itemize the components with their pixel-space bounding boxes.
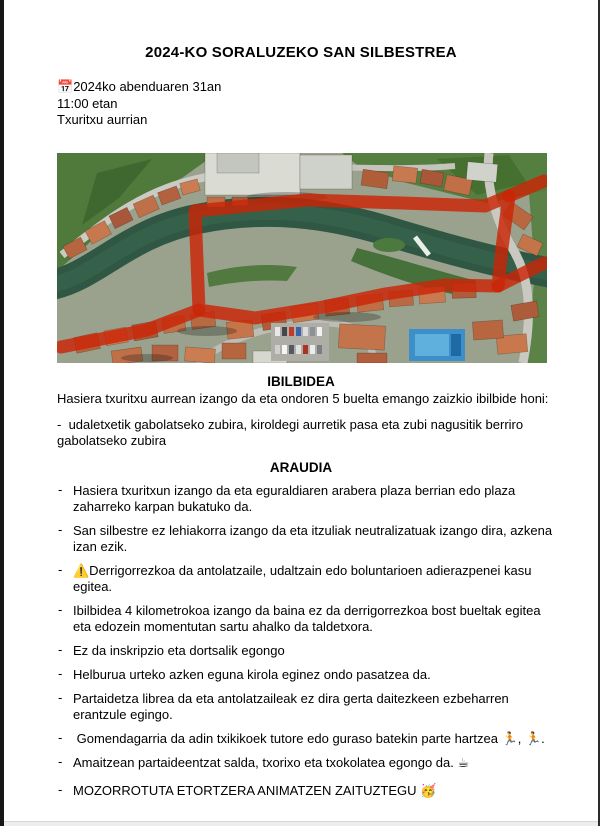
- rule-item: - Amaitzean partaideentzat salda, txorixo eta txokolatea egongo da. ☕: [57, 755, 558, 771]
- rule-item: - Hasiera txuritxun izango da eta eguraldiaren arabera plaza berrian edo plaza zaharreko karpan bukatuko da.: [57, 483, 558, 515]
- rule-item: - Ibilbidea 4 kilometrokoa izango da baina ez da derrigorrezkoa bost bueltak egitea eta edozein momentutan sartu ahalko da taldetxora.: [57, 603, 558, 635]
- rule-item: - San silbestre ez lehiakorra izango da eta itzuliak neutralizatuak izango dira, azkena izan ezik.: [57, 523, 558, 555]
- section-heading-ibilbidea: IBILBIDEA: [267, 374, 335, 389]
- rule-item: - Helburua urteko azken eguna kirola eginez ondo pasatzea da.: [57, 667, 558, 683]
- route-map: [57, 153, 547, 363]
- route-map-image: [57, 153, 547, 363]
- rule-item: - ⚠️Derrigorrezkoa da antolatzaile, udaltzain edo boluntarioen adierazpenei kasu egitea.: [57, 563, 558, 595]
- rule-item: - Gomendagarria da adin txikikoek tutore edo guraso batekin parte hartzea 🏃, 🏃.: [57, 731, 558, 747]
- page-title: 2024-KO SORALUZEKO SAN SILBESTREA: [145, 44, 457, 61]
- page-bottom-strip: [4, 821, 598, 826]
- rule-item: - Ez da inskripzio eta dortsalik egongo: [57, 643, 558, 659]
- event-time: 11:00 etan: [57, 96, 118, 111]
- rule-item: - MOZORROTUTA ETORTZERA ANIMATZEN ZAITUZTEGU 🥳: [57, 783, 558, 799]
- section-heading-araudia: ARAUDIA: [269, 460, 333, 475]
- river-island: [373, 238, 405, 252]
- ibilbidea-intro: Hasiera txuritxu aurrean izango da eta ondoren 5 buelta emango zaizkio ibilbide honi:: [57, 391, 549, 406]
- event-date: 2024ko abenduaren 31an: [73, 79, 222, 94]
- parking-lot: [271, 323, 329, 361]
- swimming-pool: [409, 329, 465, 361]
- araudia-list: [57, 483, 558, 799]
- rule-item: - Partaidetza librea da eta antolatzaileak ez dira gerta daitezkeen ezbeharren erantzule egingo.: [57, 691, 558, 723]
- calendar-icon: 📅: [57, 80, 74, 95]
- event-date-line: [57, 79, 553, 96]
- event-place: Txuritxu aurrian: [57, 112, 148, 127]
- ibilbidea-bullet: - udaletxetik gabolatseko zubira, kiroldegi aurretik pasa eta zubi nagusitik berriro gabolatseko zubira: [57, 417, 553, 449]
- event-info: [57, 79, 553, 128]
